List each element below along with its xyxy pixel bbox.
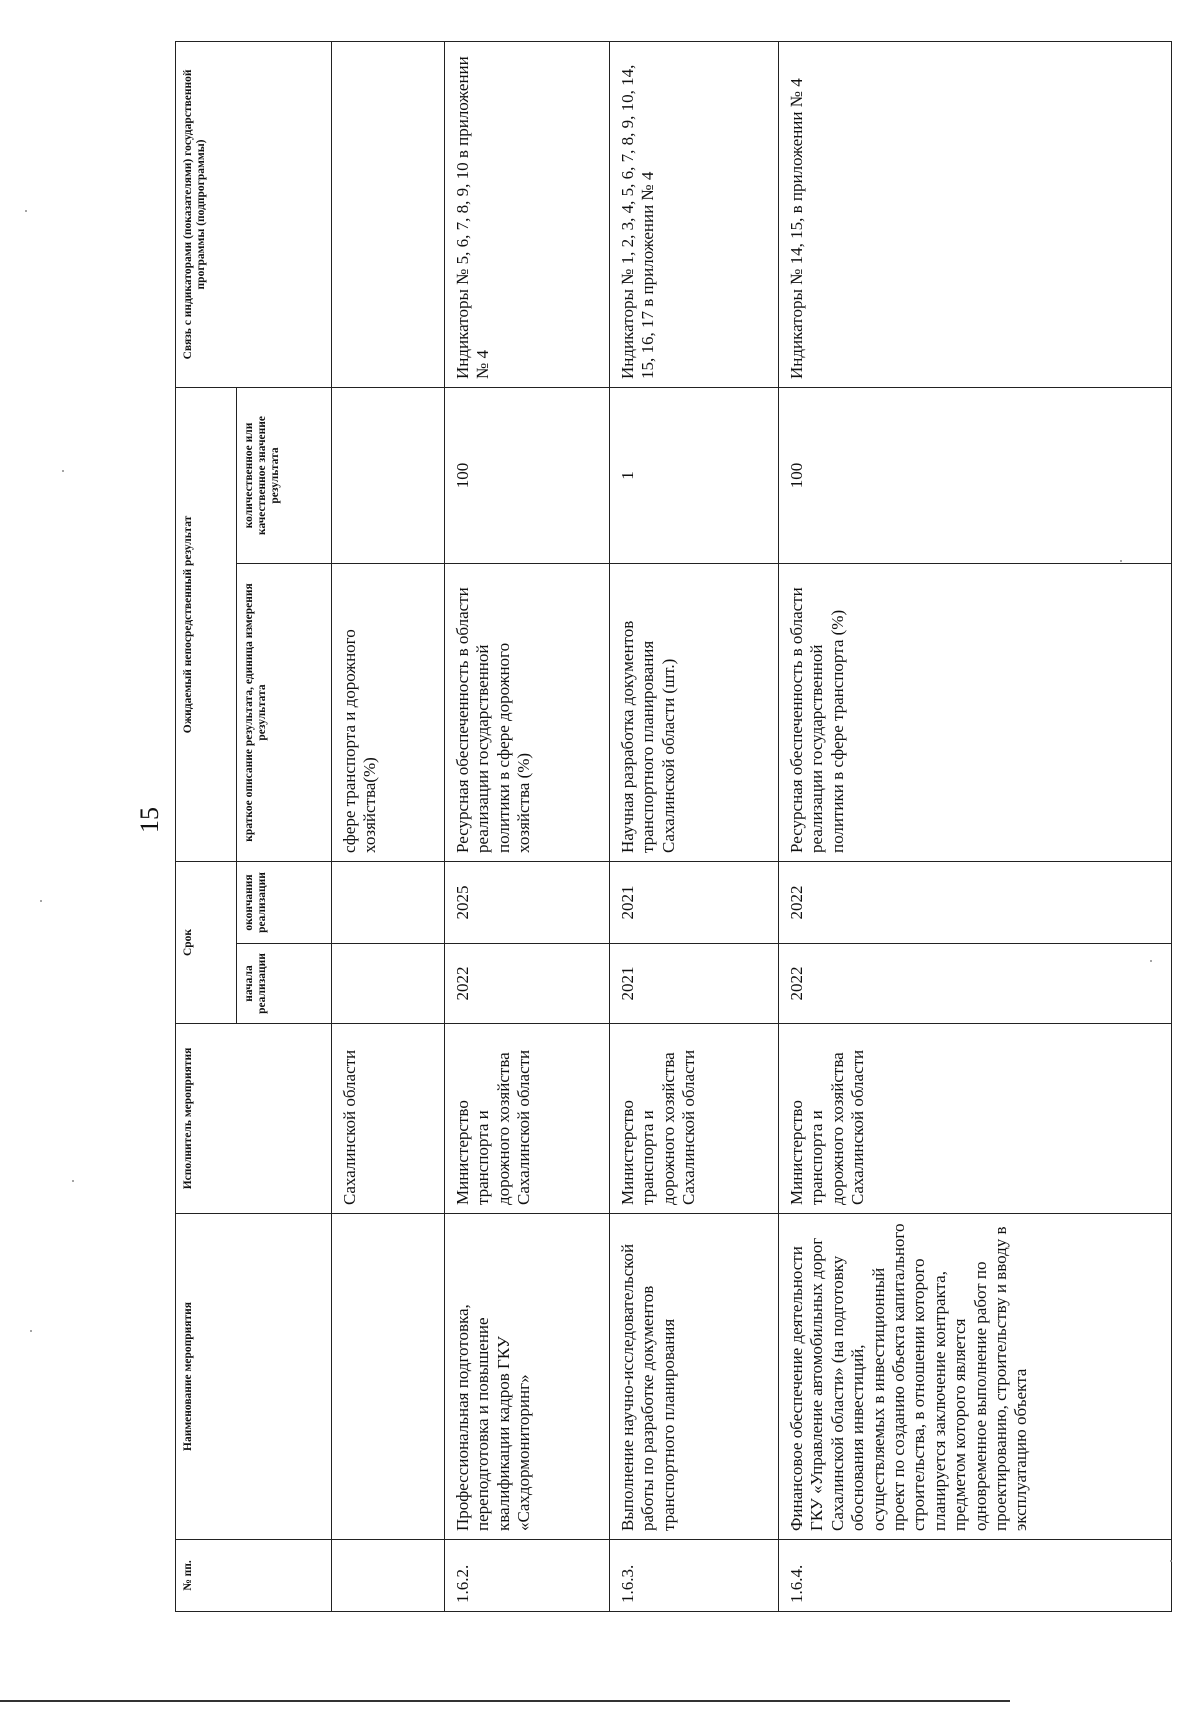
cell-end: 2025 [445,861,610,943]
header-link: Связь с индикаторами (показателями) государственной программы (подпрограммы) [176,41,332,387]
scan-edge-line [0,1700,1010,1702]
cell-result-value: 100 [779,387,1172,563]
header-name: Наименование мероприятия [176,1214,332,1540]
scan-speck [40,900,42,902]
scan-speck [30,1330,32,1332]
cell-executor: Министерство транспорта и дорожного хозяйства Сахалинской области [445,1024,610,1214]
cell-start: 2021 [610,944,779,1024]
cell-name: Финансовое обеспечение деятельности ГКУ «Управление автомобильных дорог Сахалинской области» (на подготовку обоснования инвестиций, осуществляемых в инвестиционный проект по созданию объекта капитального строительства, в отношении которого планируется заключение контракта, предметом которого является одновременное выполнение работ по проектированию, строительству и вводу в эксплуатацию объекта [779,1214,1172,1540]
header-executor: Исполнитель мероприятия [176,1024,332,1214]
header-term-end: окончания реализации [237,861,332,943]
header-result-desc: краткое описание результата, единица измерения результата [237,563,332,861]
scan-speck [25,210,27,212]
cell-name: Профессиональная подготовка, переподготовка и повышение квалификации кадров ГКУ «Сахдормониторинг» [445,1214,610,1540]
cell-result-desc: Ресурсная обеспеченность в области реализации государственной политики в сфере транспорта (%) [779,563,1172,861]
cell-link: Индикаторы № 1, 2, 3, 4, 5, 6, 7, 8, 9, 10, 14, 15, 16, 17 в приложении № 4 [610,41,779,387]
header-term-start: начала реализации [237,944,332,1024]
cell-start: 2022 [779,944,1172,1024]
table-row [610,41,779,1611]
cell-executor: Министерство транспорта и дорожного хозяйства Сахалинской области [610,1024,779,1214]
table-row [332,41,445,1611]
cell-executor: Сахалинской области [332,1024,445,1214]
cell-result-desc: сфере транспорта и дорожного хозяйства(%) [332,563,445,861]
cell-no [332,1540,445,1612]
cell-result-desc: Ресурсная обеспеченность в области реализации государственной политики в сфере дорожного хозяйства (%) [445,563,610,861]
cell-name: Выполнение научно-исследовательской работы по разработке документов транспортного планирования [610,1214,779,1540]
scan-speck [1120,560,1122,562]
header-term: Срок [176,861,237,1023]
page-number: 15 [135,807,164,833]
table-row [779,41,1172,1611]
table-row [445,41,610,1611]
scan-speck [1170,1560,1172,1562]
cell-no: 1.6.2. [445,1540,610,1612]
cell-no: 1.6.3. [610,1540,779,1612]
cell-result-value [332,387,445,563]
scan-speck [1150,960,1152,962]
header-result: Ожидаемый непосредственный результат [176,387,237,861]
cell-result-value: 1 [610,387,779,563]
header-result-value: количественное или качественное значение результата [237,387,332,563]
cell-end: 2022 [779,861,1172,943]
cell-no: 1.6.4. [779,1540,1172,1612]
table-header-row [176,41,237,1611]
cell-start [332,944,445,1024]
scan-speck [72,1180,74,1182]
cell-link [332,41,445,387]
cell-start: 2022 [445,944,610,1024]
scan-speck [62,470,64,472]
cell-end [332,861,445,943]
cell-executor: Министерство транспорта и дорожного хозяйства Сахалинской области [779,1024,1172,1214]
cell-result-value: 100 [445,387,610,563]
rotated-table-container [175,42,1105,1612]
cell-link: Индикаторы № 14, 15, в приложении № 4 [779,41,1172,387]
cell-link: Индикаторы № 5, 6, 7, 8, 9, 10 в приложении № 4 [445,41,610,387]
cell-name [332,1214,445,1540]
measures-table [175,41,1172,1612]
header-no: № пп. [176,1540,332,1612]
cell-result-desc: Научная разработка документов транспортного планирования Сахалинской области (шт.) [610,563,779,861]
cell-end: 2021 [610,861,779,943]
